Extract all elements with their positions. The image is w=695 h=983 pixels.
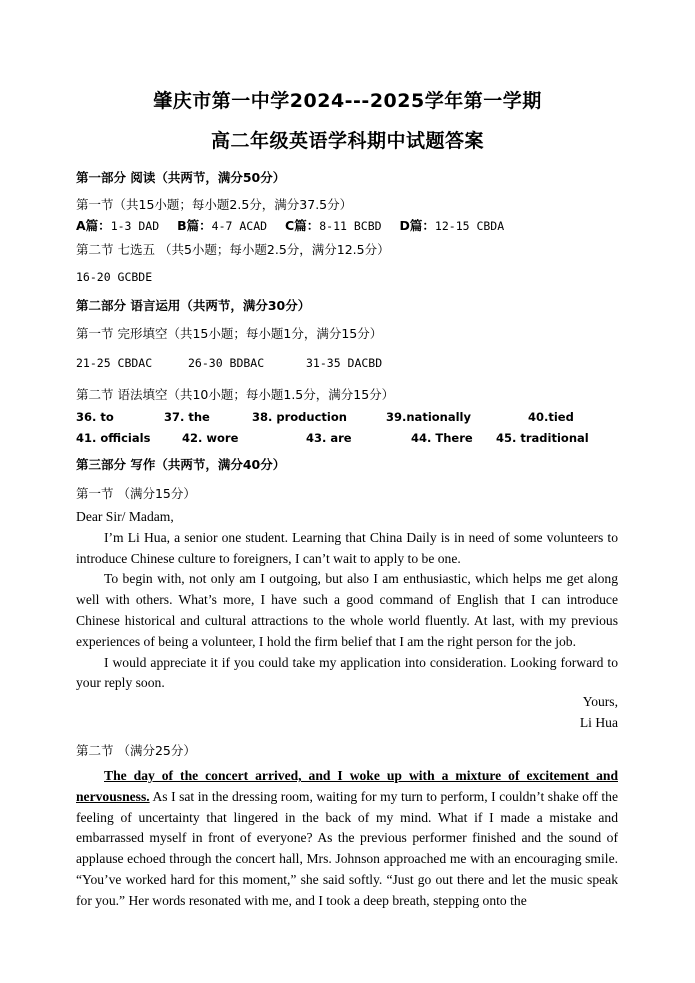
part1-sec2-heading: 第二节 七选五 （共5小题；每小题2.5分，满分12.5分）: [76, 242, 390, 257]
part2-sec2-heading: 第二节 语法填空（共10小题；每小题1.5分，满分15分）: [76, 387, 395, 402]
grammar-answer-40: 40.tied: [528, 410, 574, 424]
part1-sec1-answers: [76, 216, 504, 234]
letter-greeting: Dear Sir/ Madam,: [76, 509, 174, 524]
cloze-answers-3: 31-35 DACBD: [306, 356, 383, 370]
answer-group-c: C篇：8-11 BCBD: [285, 218, 382, 233]
grammar-answer-42: 42. wore: [182, 431, 239, 445]
part3-sec1-heading: 第一节 （满分15分）: [76, 486, 196, 501]
story-continuation: As I sat in the dressing room, waiting for my turn to perform, I couldn’t shake off the feeling of uncertainty that lingered in the back of my mind. What if I made a mistake and embarrassed myself in front of everyone? As the previous performer finished and the sound of applause echoed through the concert hall, Mrs. Johnson approached me with an encouraging smile. “You’ve worked hard for this moment,” she said softly. “Just go out there and let the music speak for you.” Her words resonated with me, and I took a deep breath, stepping onto the: [76, 788, 618, 908]
grammar-answer-38: 38. production: [252, 410, 347, 424]
letter-signature: Li Hua: [579, 715, 618, 730]
cloze-answers-2: 26-30 BDBAC: [188, 356, 265, 370]
story-body: [76, 766, 618, 912]
letter-body: [76, 507, 618, 694]
letter-paragraph-3: I would appreciate it if you could take my application into consideration. Looking forward to your reply soon.: [76, 654, 618, 691]
part3-heading: 第三部分 写作（共两节，满分40分）: [76, 457, 286, 472]
answer-group-d: D篇：12-15 CBDA: [399, 218, 505, 233]
school-title: 肇庆市第一中学2024---2025学年第一学期: [153, 90, 542, 112]
part1-heading: 第一部分 阅读（共两节，满分50分）: [76, 170, 286, 185]
grammar-answer-39: 39.nationally: [386, 410, 471, 424]
exam-title: 高二年级英语学科期中试题答案: [210, 130, 484, 152]
letter-paragraph-1: I’m Li Hua, a senior one student. Learning that China Daily is in need of some volunteers to introduce Chinese culture to foreigners, I can’t wait to apply to be one.: [76, 529, 618, 566]
letter-paragraph-2: To begin with, not only am I outgoing, but also I am enthusiastic, which helps me get along well with others. What’s more, I have such a good command of English that I can introduce Chinese historical and cultural attractions to the whole world fluently. At last, with my previous experiences of being a volunteer, I hold the firm belief that I am the right person for the job.: [76, 571, 618, 649]
cloze-answers-1: 21-25 CBDAC: [76, 356, 153, 370]
story-opening-sentence: The day of the concert arrived, and I woke up with a mixture of excitement and nervousness.: [76, 768, 618, 804]
answer-group-b: B篇：4-7 ACAD: [177, 218, 268, 233]
grammar-answer-36: 36. to: [76, 410, 114, 424]
part3-sec2-heading: 第二节 （满分25分）: [76, 743, 196, 758]
grammar-answer-37: 37. the: [164, 410, 210, 424]
part2-heading: 第二部分 语言运用（共两节，满分30分）: [76, 298, 311, 313]
part1-sec1-heading: 第一节（共15小题；每小题2.5分，满分37.5分）: [76, 197, 353, 212]
grammar-answer-45: 45. traditional: [496, 431, 589, 445]
part1-sec2-answers: 16-20 GCBDE: [76, 270, 153, 284]
grammar-answer-44: 44. There: [411, 431, 473, 445]
letter-closing: Yours,: [582, 694, 618, 709]
part2-sec1-heading: 第一节 完形填空（共15小题；每小题1分，满分15分）: [76, 326, 383, 341]
grammar-answer-43: 43. are: [306, 431, 352, 445]
grammar-answer-41: 41. officials: [76, 431, 151, 445]
answer-group-a: A篇：1-3 DAD: [76, 218, 160, 233]
